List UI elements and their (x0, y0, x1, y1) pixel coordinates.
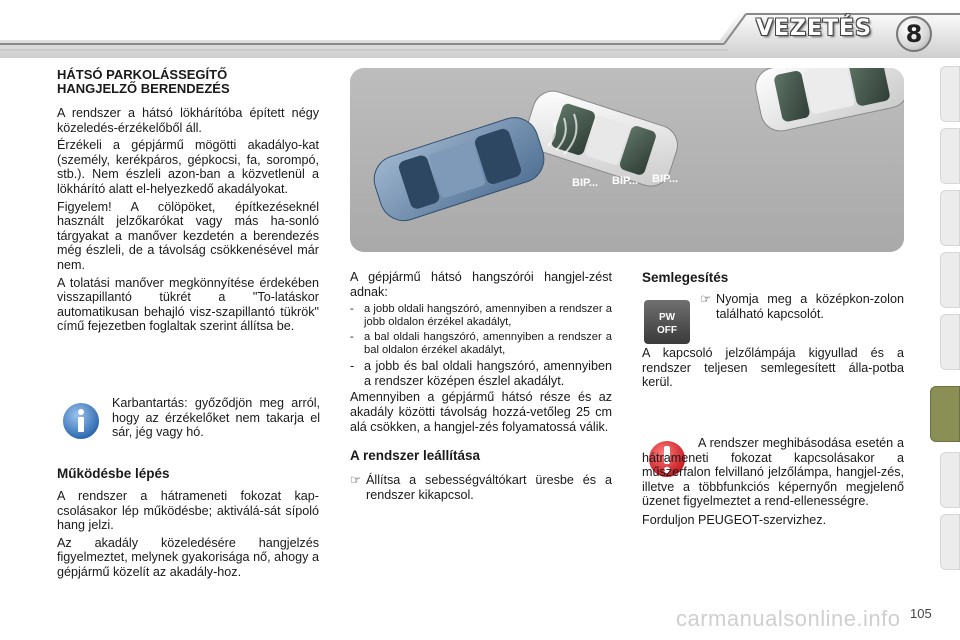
paragraph: A rendszer a hátrameneti fokozat kap-csolásakor lép működésbe; aktiválá-sát sípoló hang jelzi. (57, 489, 319, 533)
parking-illustration (350, 68, 904, 252)
section-title-deactivation: Semlegesítés (642, 270, 729, 285)
chapter-tab[interactable] (940, 452, 960, 508)
paragraph: Forduljon PEUGEOT-szervizhez. (642, 512, 827, 527)
chapter-tabs (934, 66, 960, 586)
section-title-activation: Működésbe lépés (57, 466, 170, 481)
deactivation-bullet: ☞ Nyomja meg a középkon-zolon található kapcsolót. (700, 292, 904, 321)
malfunction-warning: A rendszer meghibásodása esetén a hátrameneti fokozat kapcsolásakor a műszerfalon felvillanó jelzőlámpa, hangjel-zés, illetve a többfunkciós képernyőn megjelenő üzenet figyelmeztet a rend-ellenességre. Forduljon PEUGEOT-szervizhez. (642, 436, 904, 527)
svg-text:OFF: OFF (657, 325, 677, 336)
paragraph: A rendszer a hátsó lökhárítóba épített négy közeledés-érzékelőből áll. (57, 106, 319, 135)
paragraph: Érzékeli a gépjármű mögötti akadályo-kat (személy, kerékpáros, gépkocsi, fa, sorompó, stb.). Nem észleli azon-ban a közvetlenül a lökhárító alatt el-helyezkedő akadályokat. (57, 138, 319, 196)
left-column (57, 68, 319, 337)
chapter-tab[interactable] (940, 252, 960, 308)
maintenance-note: Karbantartás: győződjön meg arról, hogy az érzékelőket nem takarja el sár, jég vagy hó. (112, 396, 320, 440)
chapter-tab[interactable] (940, 128, 960, 184)
chapter-tab-active[interactable] (930, 386, 960, 442)
watermark: carmanualsonline.info (676, 606, 901, 631)
svg-text:PW: PW (658, 312, 676, 323)
list-item: - a jobb és bal oldali hangszóró, amennyiben a rendszer középen észlel akadályt. (350, 359, 612, 388)
pointing-hand-icon: ☞ (700, 292, 712, 306)
chapter-tab[interactable] (940, 514, 960, 570)
info-icon (60, 400, 102, 442)
paragraph: A tolatási manőver megkönnyítése érdekében visszapillantó tükrét a "To-latáskor automatikusan behajló visz-szapillantó tükrök" című fejezetben foglaltak szerint állítsa be. (57, 275, 319, 334)
instruction-bullet: ☞ Állítsa a sebességváltókart üresbe és a rendszer kikapcsol. (350, 473, 612, 502)
beep-label: BIP... (572, 177, 599, 189)
paragraph: Figyelem! A cölöpöket, építkezéseknél használt jelzőkarókat vagy más ha-sonló tárgyakat a manőver kezdetén a berendezés még észleli, de a távolság csökkenésével már nem. (57, 199, 319, 272)
chapter-tab[interactable] (940, 66, 960, 122)
chapter-tab[interactable] (940, 190, 960, 246)
pointing-hand-icon: ☞ (350, 473, 362, 488)
chapter-number-badge: 8 (896, 16, 932, 52)
section-title-shutdown: A rendszer leállítása (350, 448, 481, 464)
list-item: - a bal oldali hangszóró, amennyiben a rendszer a bal oldalon érzékel akadályt, (350, 331, 612, 357)
page-number: 105 (910, 606, 932, 621)
chapter-tab[interactable] (940, 314, 960, 370)
paragraph: A gépjármű hátsó hangszórói hangjel-zést adnak: (350, 270, 612, 299)
chapter-title: VEZETÉS (756, 16, 872, 41)
beep-label: BIP... (652, 173, 679, 185)
paragraph: Amennyiben a gépjármű hátsó része és az akadály közötti távolság hozzá-vetőleg 25 cm alá csökken, a hangjel-zés folyamatossá válik. (350, 390, 612, 434)
park-assist-off-switch-icon (644, 300, 690, 344)
parking-scene (350, 68, 904, 252)
page-title-line2: HANGJELZŐ BERENDEZÉS (57, 81, 230, 96)
middle-column (350, 270, 612, 502)
list-item: - a jobb oldali hangszóró, amennyiben a rendszer a jobb oldalon érzékel akadályt, (350, 303, 612, 329)
paragraph: Az akadály közeledésére hangjelzés figyelmeztet, melynek gyakorisága nő, ahogy a gépjármű közelít az akadály-hoz. (57, 535, 319, 579)
left-column-lower (57, 466, 319, 583)
right-column (642, 270, 904, 293)
paragraph: A kapcsoló jelzőlámpája kigyullad és a rendszer teljesen semlegesített álla-potba kerül. (642, 346, 904, 390)
page-title-line1: HÁTSÓ PARKOLÁSSEGÍTŐ (57, 67, 228, 82)
beep-label: BIP... (612, 175, 639, 187)
